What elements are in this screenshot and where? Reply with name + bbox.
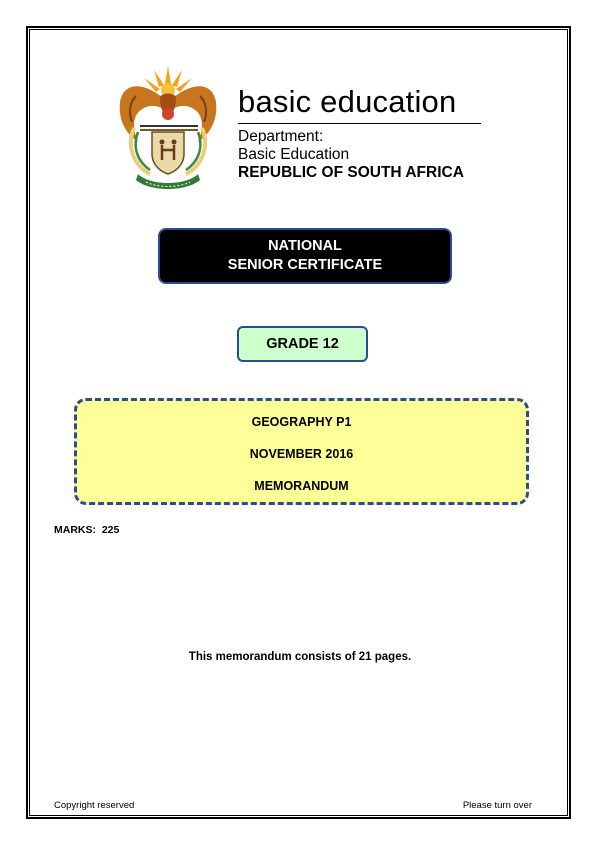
grade-label: GRADE 12 — [266, 336, 339, 352]
country-name: REPUBLIC OF SOUTH AFRICA — [238, 164, 464, 181]
exam-session: NOVEMBER 2016 — [249, 447, 354, 461]
brand-divider — [238, 123, 481, 124]
footer-copyright: Copyright reserved — [54, 800, 135, 811]
document-type: MEMORANDUM — [254, 479, 349, 493]
subject-panel — [74, 398, 529, 505]
department-label: Department: — [238, 128, 324, 145]
department-name: Basic Education — [238, 146, 350, 163]
grade-badge — [237, 326, 368, 362]
subject-title: GEOGRAPHY P1 — [251, 415, 352, 429]
brand-title: basic education — [238, 84, 457, 119]
certificate-line-2: SENIOR CERTIFICATE — [227, 257, 383, 273]
certificate-banner — [158, 228, 452, 284]
coat-of-arms-icon — [116, 62, 220, 190]
total-marks: MARKS: 225 — [54, 524, 120, 536]
footer-turn-over: Please turn over — [462, 800, 532, 811]
certificate-line-1: NATIONAL — [268, 238, 342, 255]
page-count-note: This memorandum consists of 21 pages. — [188, 651, 412, 663]
